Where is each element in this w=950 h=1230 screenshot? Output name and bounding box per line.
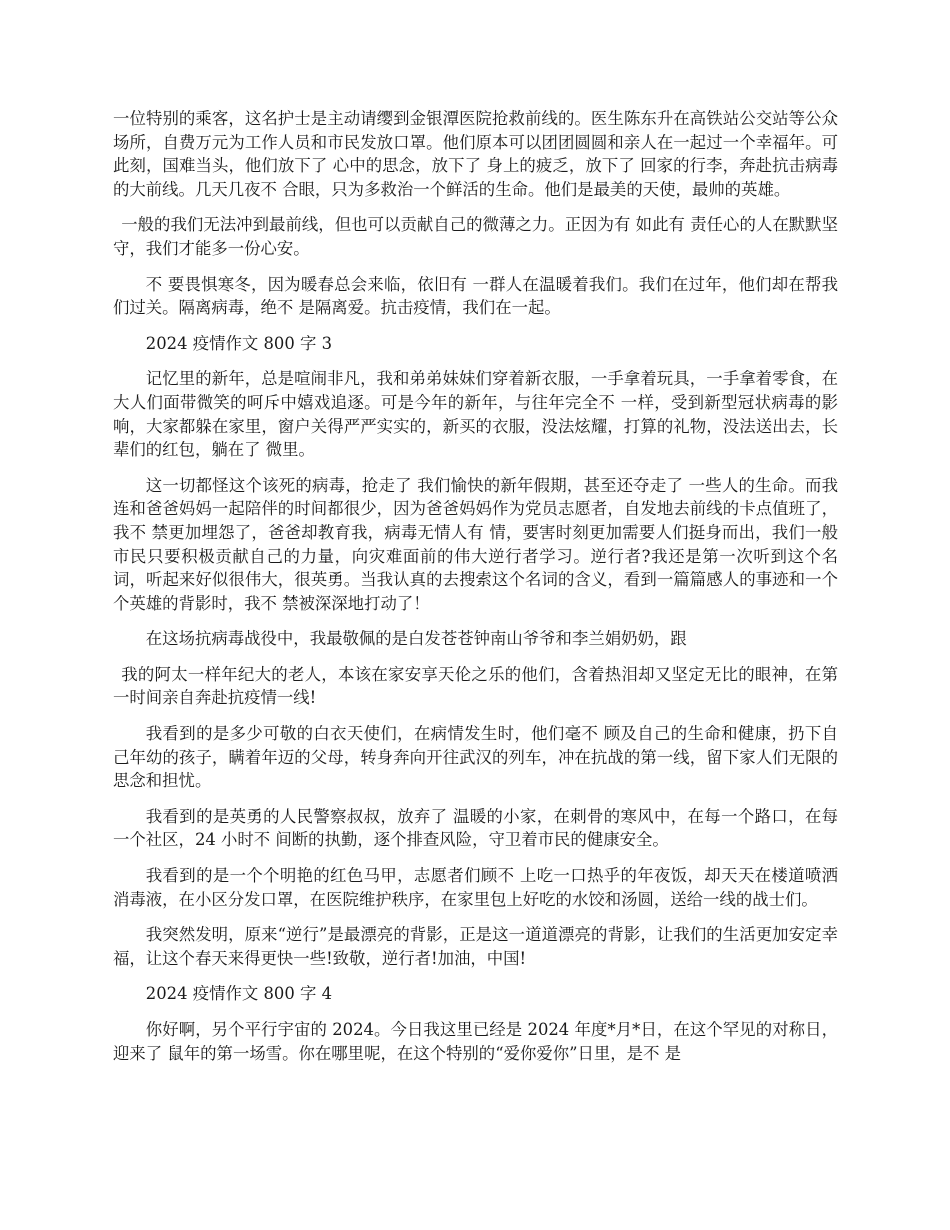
section-heading-4: 2024 疫情作文 800 字 4 xyxy=(145,984,333,1004)
paragraph-1: 一位特别的乘客，这名护士是主动请缨到金银潭医院抢救前线的。医生陈东升在高铁站公交站等公众场所，自费万元为工作人员和市民发放口罩。他们原本可以团团圆圆和亲人在一起过一个幸福年。可此刻，国难当头，他们放下了 心中的思念，放下了 身上的疲乏，放下了 回家的行李，奔赴抗击病毒的大前线。几天几夜不 合眼，只为多救治一个鲜活的生命。他们是最美的天使，最帅的英雄。 xyxy=(113,109,838,199)
paragraph-11: 我突然发明，原来“逆行”是最漂亮的背影，正是这一道道漂亮的背影，让我们的生活更加安定幸福，让这个春天来得更快一些!致敬，逆行者!加油，中国! xyxy=(113,925,838,968)
document-page xyxy=(113,107,838,1077)
section-heading-3: 2024 疫情作文 800 字 3 xyxy=(145,333,333,353)
paragraph-6: 在这场抗病毒战役中，我最敬佩的是白发苍苍钟南山爷爷和李兰娟奶奶，跟 xyxy=(145,629,687,649)
paragraph-12: 你好啊，另个平行宇宙的 2024。今日我这里已经是 2024 年度*月*日，在这个罕见的对称日，迎来了 鼠年的第一场雪。你在哪里呢，在这个特别的“爱你爱你”日里，是不 是 xyxy=(113,1020,838,1063)
paragraph-3: 不 要畏惧寒冬，因为暖春总会来临，依旧有 一群人在温暖着我们。我们在过年，他们却在帮我们过关。隔离病毒，绝不 是隔离爱。抗击疫情，我们在一起。 xyxy=(113,274,838,318)
paragraph-2: 一般的我们无法冲到最前线，但也可以贡献自己的微薄之力。正因为有 如此有 责任心的人在默默坚守，我们才能多一份心安。 xyxy=(113,215,838,258)
paragraph-7: 我的阿太一样年纪大的老人，本该在家安享天伦之乐的他们，含着热泪却又坚定无比的眼神，在第一时间亲自奔赴抗疫情一线! xyxy=(113,664,838,708)
paragraph-9: 我看到的是英勇的人民警察叔叔，放弃了 温暖的小家，在刺骨的寒风中，在每一个路口，在每一个社区，24 小时不 间断的执勤，逐个排查风险，守卫着市民的健康安全。 xyxy=(113,806,838,850)
paragraph-10: 我看到的是一个个明艳的红色马甲，志愿者们顾不 上吃一口热乎的年夜饭，却天天在楼道喷洒消毒液，在小区分发口罩，在医院维护秩序，在家里包上好吃的水饺和汤圆，送给一线的战士们。 xyxy=(113,866,838,909)
paragraph-8: 我看到的是多少可敬的白衣天使们，在病情发生时，他们毫不 顾及自己的生命和健康，扔下自己年幼的孩子，瞒着年迈的父母，转身奔向开往武汉的列车，冲在抗战的第一线，留下家人们无限的思念和担忧。 xyxy=(113,724,838,791)
paragraph-4: 记忆里的新年，总是喧闹非凡，我和弟弟妹妹们穿着新衣服，一手拿着玩具，一手拿着零食，在大人们面带微笑的呵斥中嬉戏追逐。可是今年的新年，与往年完全不 一样，受到新型冠状病毒的影响，大家都躲在家里，窗户关得严严实实的，新买的衣服，没法炫耀，打算的礼物，没法送出去，长辈们的红包，躺在了 微里。 xyxy=(113,369,838,460)
paragraph-5: 这一切都怪这个该死的病毒，抢走了 我们愉快的新年假期，甚至还夺走了 一些人的生命。而我连和爸爸妈妈一起陪伴的时间都很少，因为爸爸妈妈作为党员志愿者，自发地去前线的卡点值班了，我不 禁更加埋怨了，爸爸却教育我，病毒无情人有 情，要害时刻更加需要人们挺身而出，我们一般市民只要积极贡献自己的力量，向灾难面前的伟大逆行者学习。逆行者?我还是第一次听到这个名词，听起来好似很伟大，很英勇。当我认真的去搜索这个名词的含义，看到一篇篇感人的事迹和一个个英雄的背影时，我不 禁被深深地打动了！ xyxy=(113,475,838,613)
